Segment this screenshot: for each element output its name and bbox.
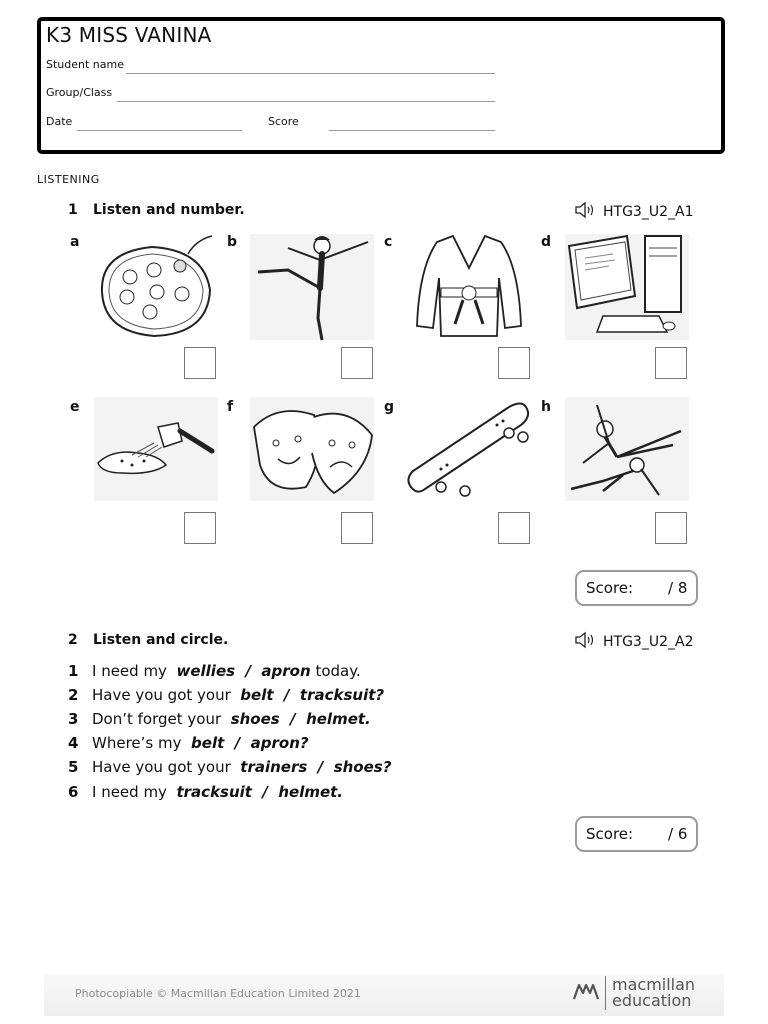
sentence-1 xyxy=(68,662,361,680)
score-box-q1-label: Score: xyxy=(586,579,634,597)
option-separator: / xyxy=(279,710,307,728)
speaker-icon xyxy=(574,631,598,653)
pizza-icon xyxy=(92,232,220,342)
sentence-end: today. xyxy=(310,662,361,680)
picture-letter-a: a xyxy=(70,234,80,250)
answer-box-b[interactable] xyxy=(341,347,373,379)
option-separator: / xyxy=(273,686,300,704)
sentence-number: 4 xyxy=(68,734,79,752)
option-a[interactable]: trainers xyxy=(240,758,308,776)
audio-track-2-label: HTG3_U2_A2 xyxy=(603,634,694,650)
date-label: Date xyxy=(46,115,73,128)
option-b[interactable]: apron? xyxy=(250,734,309,752)
answer-box-f[interactable] xyxy=(341,512,373,544)
audio-track-1[interactable] xyxy=(574,201,693,223)
sentence-text: I need my xyxy=(92,783,167,801)
group-class-label: Group/Class xyxy=(46,86,113,99)
sentence-number: 5 xyxy=(68,758,79,776)
sentence-number: 2 xyxy=(68,686,79,704)
student-name-label: Student name xyxy=(46,58,124,71)
picture-letter-d: d xyxy=(541,234,552,250)
sentence-3 xyxy=(68,710,371,728)
picture-letter-h: h xyxy=(541,399,551,415)
score-box-q1-total: / 8 xyxy=(668,579,688,597)
question-2-number: 2 xyxy=(68,632,78,648)
section-label: LISTENING xyxy=(37,173,100,186)
option-b[interactable]: helmet. xyxy=(306,710,371,728)
score-box-q2-total: / 6 xyxy=(668,825,688,843)
computer-icon xyxy=(563,228,691,342)
macmillan-logo-icon xyxy=(573,981,599,1005)
judo-jacket-icon xyxy=(405,228,533,342)
gymnastics-children-icon xyxy=(563,395,691,503)
option-separator: / xyxy=(251,783,279,801)
date-field[interactable] xyxy=(77,130,242,131)
brand-line-2: education xyxy=(612,991,692,1010)
score-box-q2-label: Score: xyxy=(586,825,634,843)
option-separator: / xyxy=(224,734,251,752)
sentence-text: Have you got your xyxy=(92,686,231,704)
option-a[interactable]: tracksuit xyxy=(176,783,252,801)
question-1-number: 1 xyxy=(68,202,78,218)
sentence-number: 3 xyxy=(68,710,79,728)
sentence-4 xyxy=(68,734,309,752)
sentence-text: I need my xyxy=(92,662,167,680)
drama-masks-icon xyxy=(248,395,376,503)
option-a[interactable]: shoes xyxy=(230,710,280,728)
score-field[interactable] xyxy=(329,130,495,131)
option-b[interactable]: tracksuit? xyxy=(299,686,385,704)
picture-letter-b: b xyxy=(227,234,238,250)
option-a[interactable]: belt xyxy=(240,686,274,704)
audio-track-1-label: HTG3_U2_A1 xyxy=(603,204,694,220)
answer-box-c[interactable] xyxy=(498,347,530,379)
macmillan-brand xyxy=(573,976,695,1010)
option-separator: / xyxy=(235,662,262,680)
sentence-text: Have you got your xyxy=(92,758,231,776)
question-1-title: Listen and number. xyxy=(93,202,245,218)
sentence-text: Where’s my xyxy=(92,734,182,752)
trowel-dirt-icon xyxy=(92,395,220,503)
ballet-dancer-icon xyxy=(248,228,376,344)
option-b[interactable]: shoes? xyxy=(333,758,392,776)
sentence-6 xyxy=(68,783,343,801)
picture-letter-e: e xyxy=(70,399,80,415)
answer-box-g[interactable] xyxy=(498,512,530,544)
option-b[interactable]: apron xyxy=(261,662,311,680)
picture-letter-f: f xyxy=(227,399,234,415)
brand-wordmark xyxy=(612,977,695,1009)
score-label: Score xyxy=(268,115,299,128)
audio-track-2[interactable] xyxy=(574,631,693,653)
student-name-field[interactable] xyxy=(126,73,495,74)
sentence-number: 6 xyxy=(68,783,79,801)
brand-divider xyxy=(605,976,606,1010)
skateboard-icon xyxy=(405,395,533,503)
option-b[interactable]: helmet. xyxy=(278,783,344,801)
brand-line-1: macmillan xyxy=(612,975,696,994)
copyright-text: Photocopiable © Macmillan Education Limited 2021 xyxy=(75,987,361,1000)
option-a[interactable]: wellies xyxy=(176,662,236,680)
speaker-icon xyxy=(574,201,598,223)
worksheet-title: K3 MISS VANINA xyxy=(46,23,212,47)
score-box-q1[interactable] xyxy=(575,570,698,606)
sentence-2 xyxy=(68,686,384,704)
question-2-title: Listen and circle. xyxy=(93,632,229,648)
option-separator: / xyxy=(307,758,334,776)
answer-box-a[interactable] xyxy=(184,347,216,379)
group-class-field[interactable] xyxy=(117,101,495,102)
option-a[interactable]: belt xyxy=(191,734,225,752)
answer-box-e[interactable] xyxy=(184,512,216,544)
score-box-q2[interactable] xyxy=(575,816,698,852)
picture-letter-c: c xyxy=(384,234,393,250)
sentence-number: 1 xyxy=(68,662,79,680)
sentence-5 xyxy=(68,758,391,776)
sentence-text: Don’t forget your xyxy=(92,710,222,728)
answer-box-d[interactable] xyxy=(655,347,687,379)
answer-box-h[interactable] xyxy=(655,512,687,544)
picture-letter-g: g xyxy=(384,399,395,415)
